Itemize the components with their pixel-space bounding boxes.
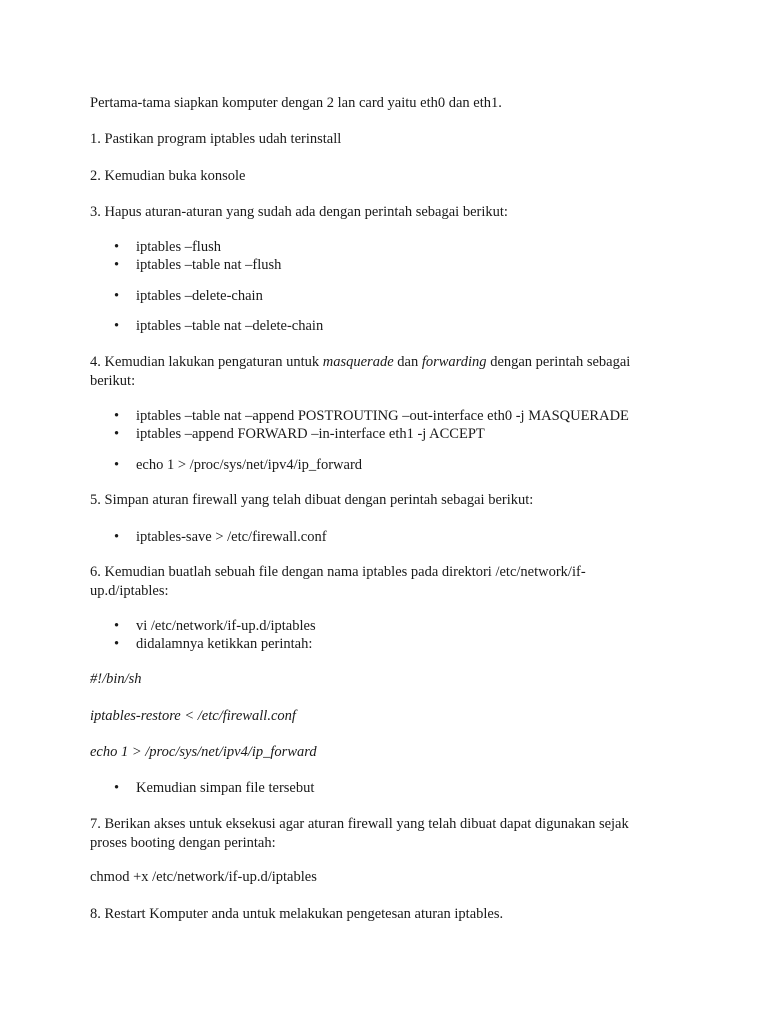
masquerade-term: masquerade [322,354,394,370]
step-7-text: 7. Berikan akses untuk eksekusi agar aturan firewall yang telah dibuat dapat digunakan sejak [90,816,629,832]
command-text: iptables –table nat –flush [136,257,282,273]
list-item [114,407,696,426]
intro-paragraph: Pertama-tama siapkan komputer dengan 2 lan card yaitu eth0 dan eth1. [90,95,502,111]
bullet-icon: • [114,288,120,304]
script-line: iptables-restore < /etc/firewall.conf [90,708,296,724]
command-text: echo 1 > /proc/sys/net/ipv4/ip_forward [136,457,363,473]
step-8: 8. Restart Komputer anda untuk melakukan pengetesan aturan iptables. [90,906,504,922]
step-6 [90,563,670,601]
step-6-text: up.d/iptables: [90,583,169,599]
step-4-text: 4. Kemudian lakukan pengaturan untuk [90,354,323,370]
step-2: 2. Kemudian buka konsole [90,168,246,184]
command-text: Kemudian simpan file tersebut [136,780,315,796]
step-6-text: 6. Kemudian buatlah sebuah file dengan nama iptables pada direktori /etc/network/if- [90,564,586,580]
script-line: #!/bin/sh [90,671,142,687]
step-7 [90,815,670,853]
command-text: iptables-save > /etc/firewall.conf [136,529,327,545]
list-item [114,425,696,444]
command-text: iptables –table nat –append POSTROUTING –out-interface eth0 -j MASQUERADE [136,408,629,424]
list-item [114,238,696,257]
bullet-icon: • [114,408,120,424]
command-text: didalamnya ketikkan perintah: [136,636,313,652]
forwarding-term: forwarding [421,354,487,370]
bullet-icon: • [114,426,120,442]
bullet-icon: • [114,618,120,634]
bullet-icon: • [114,529,120,545]
bullet-icon: • [114,636,120,652]
command-text: iptables –delete-chain [136,288,263,304]
list-item [114,528,696,547]
step-1: 1. Pastikan program iptables udah terinstall [90,131,342,147]
command-text: vi /etc/network/if-up.d/iptables [136,618,316,634]
script-line: echo 1 > /proc/sys/net/ipv4/ip_forward [90,744,317,760]
bullet-icon: • [114,318,120,334]
step-7-text: proses booting dengan perintah: [90,835,276,851]
list-item [114,779,696,798]
step-3: 3. Hapus aturan-aturan yang sudah ada dengan perintah sebagai berikut: [90,204,508,220]
command-text: iptables –table nat –delete-chain [136,318,324,334]
list-item [114,317,696,336]
list-item [114,256,696,275]
step-5: 5. Simpan aturan firewall yang telah dibuat dengan perintah sebagai berikut: [90,492,534,508]
bullet-icon: • [114,257,120,273]
list-item [114,635,696,654]
step-4-text: dan [393,354,422,370]
step-4-text: berikut: [90,373,136,389]
step-4-text: dengan perintah sebagai [486,354,631,370]
bullet-icon: • [114,780,120,796]
list-item [114,456,696,475]
command-text: iptables –flush [136,239,221,255]
command-text: iptables –append FORWARD –in-interface eth1 -j ACCEPT [136,426,485,442]
list-item [114,287,696,306]
bullet-icon: • [114,239,120,255]
bullet-icon: • [114,457,120,473]
step-4 [90,353,670,391]
step-7-command: chmod +x /etc/network/if-up.d/iptables [90,869,317,885]
list-item [114,617,696,636]
